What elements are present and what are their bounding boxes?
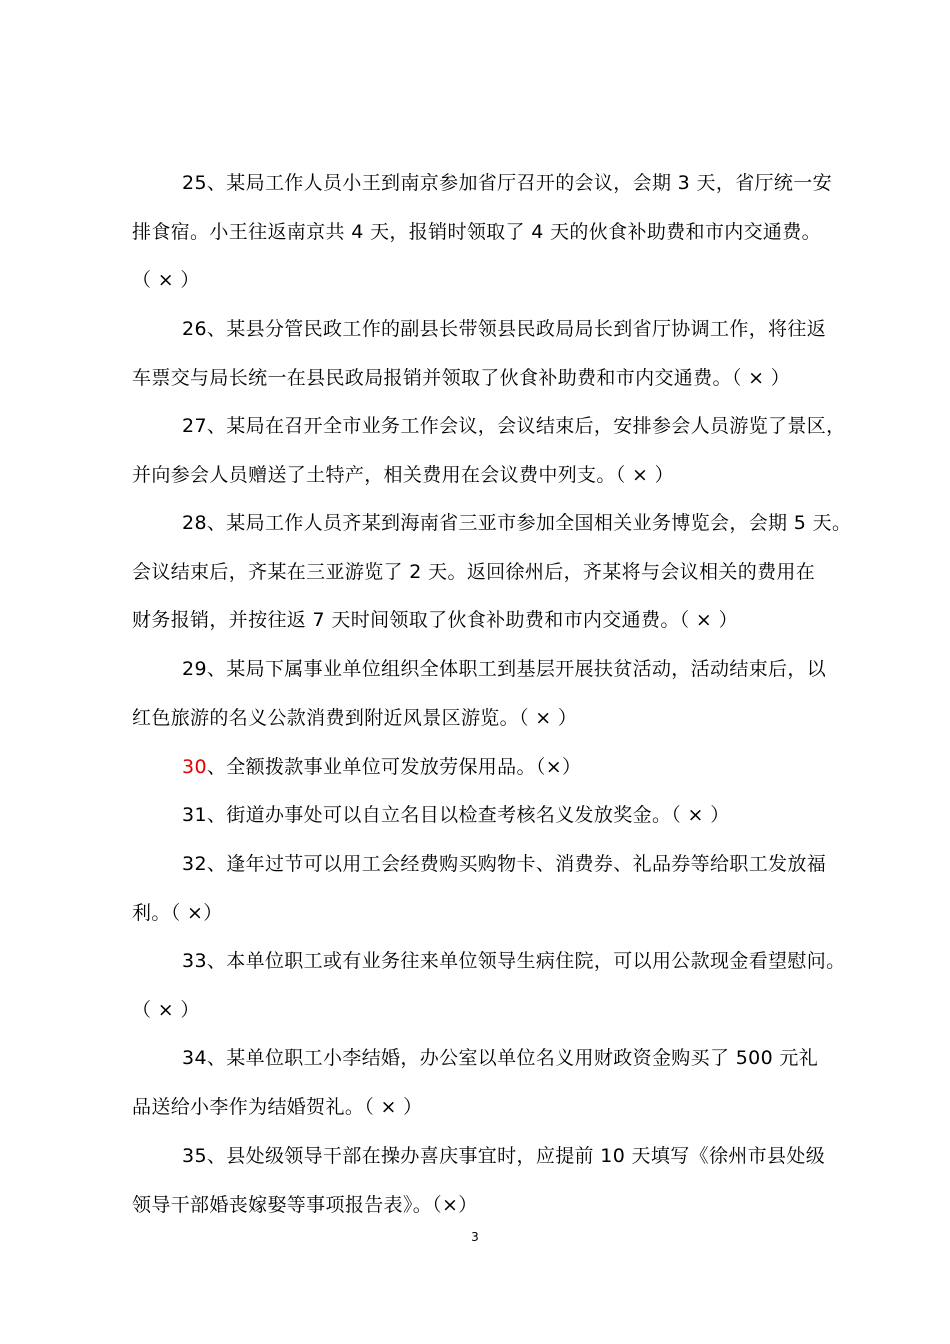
question-33-line-1 xyxy=(182,948,845,974)
question-text: 、逢年过节可以用工会经费购买购物卡、消费券、礼品券等给职工发放福 xyxy=(206,853,827,875)
question-number: 34 xyxy=(182,1047,207,1069)
page-number: 3 xyxy=(471,1230,479,1244)
question-29-line-2: 红色旅游的名义公款消费到附近风景区游览。（ × ） xyxy=(132,707,578,729)
question-number: 31 xyxy=(182,804,207,826)
question-28-line-3: 财务报销，并按往返 7 天时间领取了伙食补助费和市内交通费。（ × ） xyxy=(132,609,738,631)
question-25-line-1 xyxy=(182,170,832,196)
question-number: 25 xyxy=(182,172,207,194)
question-text: 、街道办事处可以自立名目以检查考核名义发放奖金。（ × ） xyxy=(206,804,730,826)
question-34-line-1 xyxy=(182,1045,818,1071)
question-35-line-1 xyxy=(182,1143,825,1169)
question-number: 29 xyxy=(182,658,207,680)
question-30-line-1 xyxy=(182,754,581,780)
question-text: 、县处级领导干部在操办喜庆事宜时，应提前 10 天填写《徐州市县处级 xyxy=(206,1145,826,1167)
question-number: 27 xyxy=(182,415,207,437)
question-text: 、本单位职工或有业务往来单位领导生病住院，可以用公款现金看望慰问。 xyxy=(206,950,846,972)
question-text: 、某局下属事业单位组织全体职工到基层开展扶贫活动，活动结束后，以 xyxy=(206,658,827,680)
question-27-line-2: 并向参会人员赠送了土特产，相关费用在会议费中列支。（ × ） xyxy=(132,464,675,486)
question-26-line-1 xyxy=(182,316,826,342)
question-33-answer: （ × ） xyxy=(132,999,200,1021)
question-26-line-2: 车票交与局长统一在县民政局报销并领取了伙食补助费和市内交通费。（ × ） xyxy=(132,367,791,389)
question-number-highlighted: 30 xyxy=(182,756,207,778)
question-text: 、全额拨款事业单位可发放劳保用品。（×） xyxy=(206,756,582,778)
question-27-line-1 xyxy=(182,413,845,439)
question-text: 、某局在召开全市业务工作会议，会议结束后，安排参会人员游览了景区， xyxy=(206,415,846,437)
question-text: 、某县分管民政工作的副县长带领县民政局局长到省厅协调工作，将往返 xyxy=(206,318,827,340)
question-34-line-2: 品送给小李作为结婚贺礼。（ × ） xyxy=(132,1096,423,1118)
question-number: 35 xyxy=(182,1145,207,1167)
question-32-line-2: 利。（ ×） xyxy=(132,902,223,924)
question-number: 33 xyxy=(182,950,207,972)
question-text: 、某局工作人员齐某到海南省三亚市参加全国相关业务博览会，会期 5 天。 xyxy=(206,512,852,534)
question-35-line-2: 领导干部婚丧嫁娶等事项报告表》。（×） xyxy=(132,1194,478,1216)
question-number: 28 xyxy=(182,512,207,534)
question-text: 、某单位职工小李结婚，办公室以单位名义用财政资金购买了 500 元礼 xyxy=(206,1047,819,1069)
question-28-line-2: 会议结束后，齐某在三亚游览了 2 天。返回徐州后，齐某将与会议相关的费用在 xyxy=(132,561,816,583)
question-25-answer: （ × ） xyxy=(132,269,200,291)
question-32-line-1 xyxy=(182,851,826,877)
question-number: 26 xyxy=(182,318,207,340)
question-text: 、某局工作人员小王到南京参加省厅召开的会议，会期 3 天，省厅统一安 xyxy=(206,172,832,194)
question-25-line-2: 排食宿。小王往返南京共 4 天，报销时领取了 4 天的伙食补助费和市内交通费。 xyxy=(132,221,821,243)
question-29-line-1 xyxy=(182,656,826,682)
question-28-line-1 xyxy=(182,510,851,536)
question-31-line-1 xyxy=(182,802,730,828)
question-number: 32 xyxy=(182,853,207,875)
